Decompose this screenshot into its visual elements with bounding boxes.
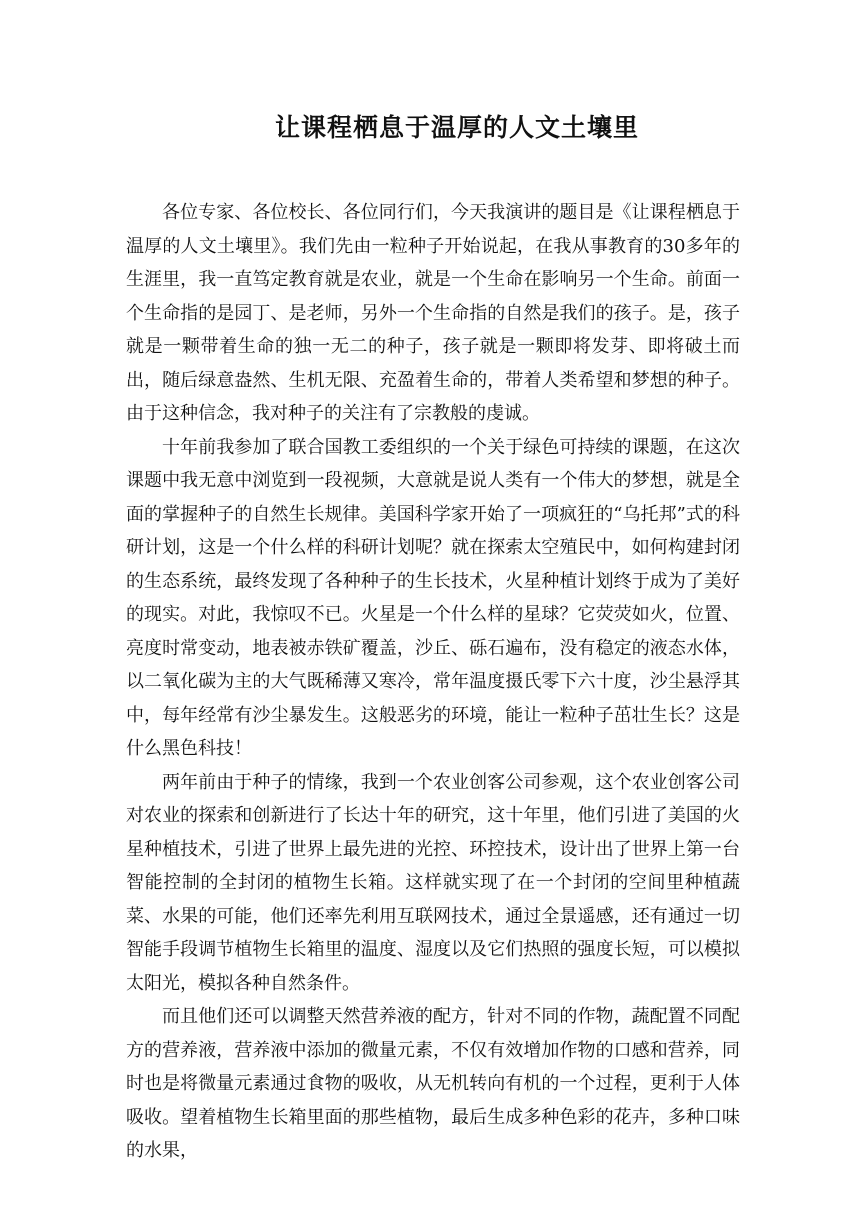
paragraph-3: 两年前由于种子的情缘，我到一个农业创客公司参观，这个农业创客公司对农业的探索和创新进行了长达十年的研究，这十年里，他们引进了美国的火星种植技术，引进了世界上最先进的光控、环控技术，设计出了世界上第一台智能控制的全封闭的植物生长箱。这样就实现了在一个封闭的空间里种植蔬菜、水果的可能，他们还率先利用互联网技术，通过全景遥感，还有通过一切智能手段调节植物生长箱里的温度、湿度以及它们热照的强度长短，可以模拟太阳光，模拟各种自然条件。 [126, 771, 740, 994]
paragraph-4: 而且他们还可以调整天然营养液的配方，针对不同的作物，蔬配置不同配方的营养液，营养液中添加的微量元素，不仅有效增加作物的口感和营养，同时也是将微量元素通过食物的吸收，从无机转向有机的一个过程，更利于人体吸收。望着植物生长箱里面的那些植物，最后生成多种色彩的花卉，多种口味的水果， [126, 1006, 740, 1161]
paragraph-2: 十年前我参加了联合国教工委组织的一个关于绿色可持续的课题，在这次课题中我无意中浏览到一段视频，大意就是说人类有一个伟大的梦想，就是全面的掌握种子的自然生长规律。美国科学家开始了一项疯狂的“乌托邦”式的科研计划，这是一个什么样的科研计划呢？就在探索太空殖民中，如何构建封闭的生态系统，最终发现了各种种子的生长技术，火星种植计划终于成为了美好的现实。对此，我惊叹不已。火星是一个什么样的星球？它荧荧如火，位置、亮度时常变动，地表被赤铁矿覆盖，沙丘、砾石遍布，没有稳定的液态水体，以二氧化碳为主的大气既稀薄又寒冷，常年温度摄氏零下六十度，沙尘悬浮其中，每年经常有沙尘暴发生。这般恶劣的环境，能让一粒种子茁壮生长？这是什么黑色科技！ [126, 436, 740, 759]
document-body [126, 196, 740, 1168]
document-title: 让课程栖息于温厚的人文土壤里 [274, 113, 639, 142]
paragraph-1: 各位专家、各位校长、各位同行们，今天我演讲的题目是《让课程栖息于温厚的人文土壤里》。我们先由一粒种子开始说起，在我从事教育的30多年的生涯里，我一直笃定教育就是农业，就是一个生命在影响另一个生命。前面一个生命指的是园丁、是老师，另外一个生命指的自然是我们的孩子。是，孩子就是一颗带着生命的独一无二的种子，孩子就是一颗即将发芽、即将破土而出，随后绿意盎然、生机无限、充盈着生命的，带着人类希望和梦想的种子。由于这种信念，我对种子的关注有了宗教般的虔诚。 [126, 202, 740, 424]
